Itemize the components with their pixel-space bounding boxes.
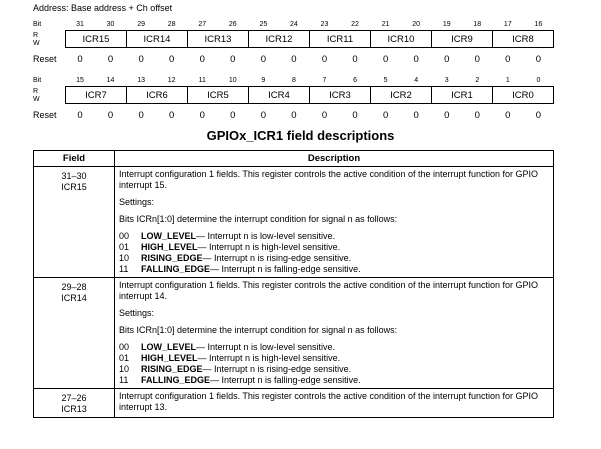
option-code: 11 [119,264,129,274]
bit-number: 2 [475,77,480,84]
bit-label: Bit [33,77,42,84]
setting-option [119,231,549,242]
table-row [34,389,554,418]
reset-value: 0 [291,110,297,121]
reset-value: 0 [382,110,389,121]
field-cell-icr15: ICR15 [82,33,110,45]
bit-number: 3 [444,77,449,84]
description-text: interrupt 15. [119,180,168,190]
setting-option [119,264,549,275]
field-cell-icr3: ICR3 [309,87,370,103]
reset-value: 0 [260,110,266,121]
address-line: Address: Base address + Ch offset [33,3,173,13]
reset-value: 0 [505,54,511,65]
bit-number: 20 [412,21,421,28]
reset-value: 0 [474,54,480,65]
reset-value: 0 [138,110,144,121]
option-code: 01 [119,353,130,363]
reset-value: 0 [230,54,236,65]
field-cell-icr4: ICR4 [248,87,309,103]
reset-value: 0 [199,110,205,121]
bit-number: 23 [320,21,329,28]
bit-number: 6 [353,77,357,84]
reset-value: 0 [107,54,114,65]
field-cell-icr5: ICR5 [187,87,248,103]
bit-number: 25 [259,21,268,28]
option-text: — Interrupt n is falling-edge sensitive. [210,375,361,385]
settings-label: Settings: [119,308,155,318]
description-cell [115,167,554,278]
field-box [65,86,554,104]
bit-number: 12 [167,77,176,84]
option-name: HIGH_LEVEL [141,242,198,252]
bit-number: 21 [381,21,390,28]
reset-label: Reset [33,54,57,64]
field-cell-icr13: ICR13 [187,31,248,47]
field-box [65,30,554,48]
settings-label: Settings: [119,197,155,207]
field-cell-icr12: ICR12 [248,31,309,47]
reset-value: 0 [321,110,328,121]
field-cell-icr7: ICR7 [85,89,107,101]
option-text: — Interrupt n is high-level sensitive. [197,353,341,363]
option-text: — Interrupt n is falling-edge sensitive. [210,264,361,274]
reset-value: 0 [77,54,83,65]
option-code: 11 [119,375,129,385]
table-row [34,167,554,278]
option-name: LOW_LEVEL [141,231,197,241]
reset-value: 0 [474,110,480,121]
bit-number: 24 [290,21,298,28]
reset-value: 0 [444,110,450,121]
reset-value: 0 [169,54,175,65]
reset-value: 0 [352,110,358,121]
bit-number: 16 [534,21,543,28]
field-name: ICR13 [61,404,87,414]
reset-value: 0 [138,54,144,65]
bit-number: 27 [198,21,207,28]
option-name: FALLING_EDGE [141,264,211,274]
field-cell-icr14: ICR14 [126,31,187,47]
description-cell [115,389,554,418]
description-text: Interrupt configuration 1 fields. This register controls the active condition of the interrupt function for GPIO [119,391,539,401]
description-text: Interrupt configuration 1 fields. This register controls the active condition of the interrupt function for GPIO [119,169,539,179]
table-title: GPIOx_ICR1 field descriptions [206,128,395,143]
bit-number: 17 [503,21,512,28]
field-bits: 31–30 [61,171,87,181]
table-row [34,278,554,389]
option-code: 10 [119,253,130,263]
bit-number: 4 [414,77,419,84]
field-cell [34,389,115,418]
option-text: — Interrupt n is low-level sensitive. [196,342,336,352]
option-name: RISING_EDGE [141,253,203,263]
field-bits: 29–28 [61,282,87,292]
field-cell [34,167,115,278]
bit-number: 15 [76,77,84,84]
bits-note: Bits ICRn[1:0] determine the interrupt condition for signal n as follows: [119,214,398,224]
w-label: W [33,40,40,47]
bit-number: 19 [442,21,451,28]
bit-number: 22 [351,21,359,28]
reset-value: 0 [505,110,511,121]
description-text: interrupt 13. [119,402,168,412]
reset-value: 0 [444,54,450,65]
bit-number: 11 [198,77,206,84]
option-name: LOW_LEVEL [141,342,197,352]
option-name: FALLING_EDGE [141,375,211,385]
bit-number: 13 [137,77,145,84]
reset-label: Reset [33,110,57,120]
bit-number: 10 [228,77,237,84]
r-label: R [33,32,39,39]
reset-value: 0 [413,54,419,65]
option-text: — Interrupt n is rising-edge sensitive. [202,364,352,374]
setting-option [119,353,549,364]
setting-option [119,253,549,264]
field-name: ICR14 [61,293,87,303]
bit-number: 8 [291,77,296,84]
option-name: HIGH_LEVEL [141,353,198,363]
bit-number: 7 [322,77,327,84]
reset-value: 0 [107,110,114,121]
bit-label: Bit [33,21,42,28]
reset-value: 0 [199,54,205,65]
w-label: W [33,96,40,103]
reset-value: 0 [321,54,328,65]
bit-number: 31 [76,21,84,28]
field-header: Field [34,151,115,167]
description-text: Interrupt configuration 1 fields. This register controls the active condition of the interrupt function for GPIO [119,280,539,290]
bit-number: 26 [228,21,237,28]
reset-value: 0 [77,110,83,121]
bit-number: 30 [106,21,115,28]
bit-number: 29 [137,21,145,28]
option-code: 10 [119,364,130,374]
bit-number: 18 [473,21,482,28]
bit-number: 0 [536,77,541,84]
bit-number: 5 [383,77,388,84]
description-cell [115,278,554,389]
setting-option [119,375,549,386]
option-text: — Interrupt n is low-level sensitive. [196,231,336,241]
field-cell [34,278,115,389]
reset-value: 0 [169,110,175,121]
field-cell-icr9: ICR9 [431,31,492,47]
reset-value: 0 [413,110,419,121]
bit-number: 14 [106,77,115,84]
option-name: RISING_EDGE [141,364,203,374]
field-cell-icr10: ICR10 [370,31,431,47]
option-code: 00 [119,231,130,241]
option-code: 01 [119,242,130,252]
setting-option [119,342,549,353]
table-header-row [34,151,554,167]
description-text: interrupt 14. [119,291,168,301]
field-description-table [33,150,554,418]
field-cell-icr11: ICR11 [309,31,370,47]
field-bits: 27–26 [61,393,87,403]
reset-value: 0 [535,110,542,121]
bit-number: 1 [505,77,510,84]
field-cell-icr1: ICR1 [431,87,492,103]
reset-value: 0 [352,54,358,65]
setting-option [119,364,549,375]
r-label: R [33,88,39,95]
field-name: ICR15 [61,182,87,192]
option-code: 00 [119,342,130,352]
reset-value: 0 [230,110,236,121]
option-text: — Interrupt n is rising-edge sensitive. [202,253,352,263]
description-header: Description [115,151,554,167]
reset-value: 0 [382,54,389,65]
field-cell-icr2: ICR2 [370,87,431,103]
field-cell-icr0: ICR0 [492,87,553,103]
field-cell-icr8: ICR8 [492,31,553,47]
option-text: — Interrupt n is high-level sensitive. [197,242,341,252]
bit-number: 9 [261,77,266,84]
bits-note: Bits ICRn[1:0] determine the interrupt condition for signal n as follows: [119,325,398,335]
reset-value: 0 [535,54,542,65]
field-cell-icr6: ICR6 [126,87,187,103]
reset-value: 0 [260,54,266,65]
bit-number: 28 [167,21,176,28]
reset-value: 0 [291,54,297,65]
setting-option [119,242,549,253]
